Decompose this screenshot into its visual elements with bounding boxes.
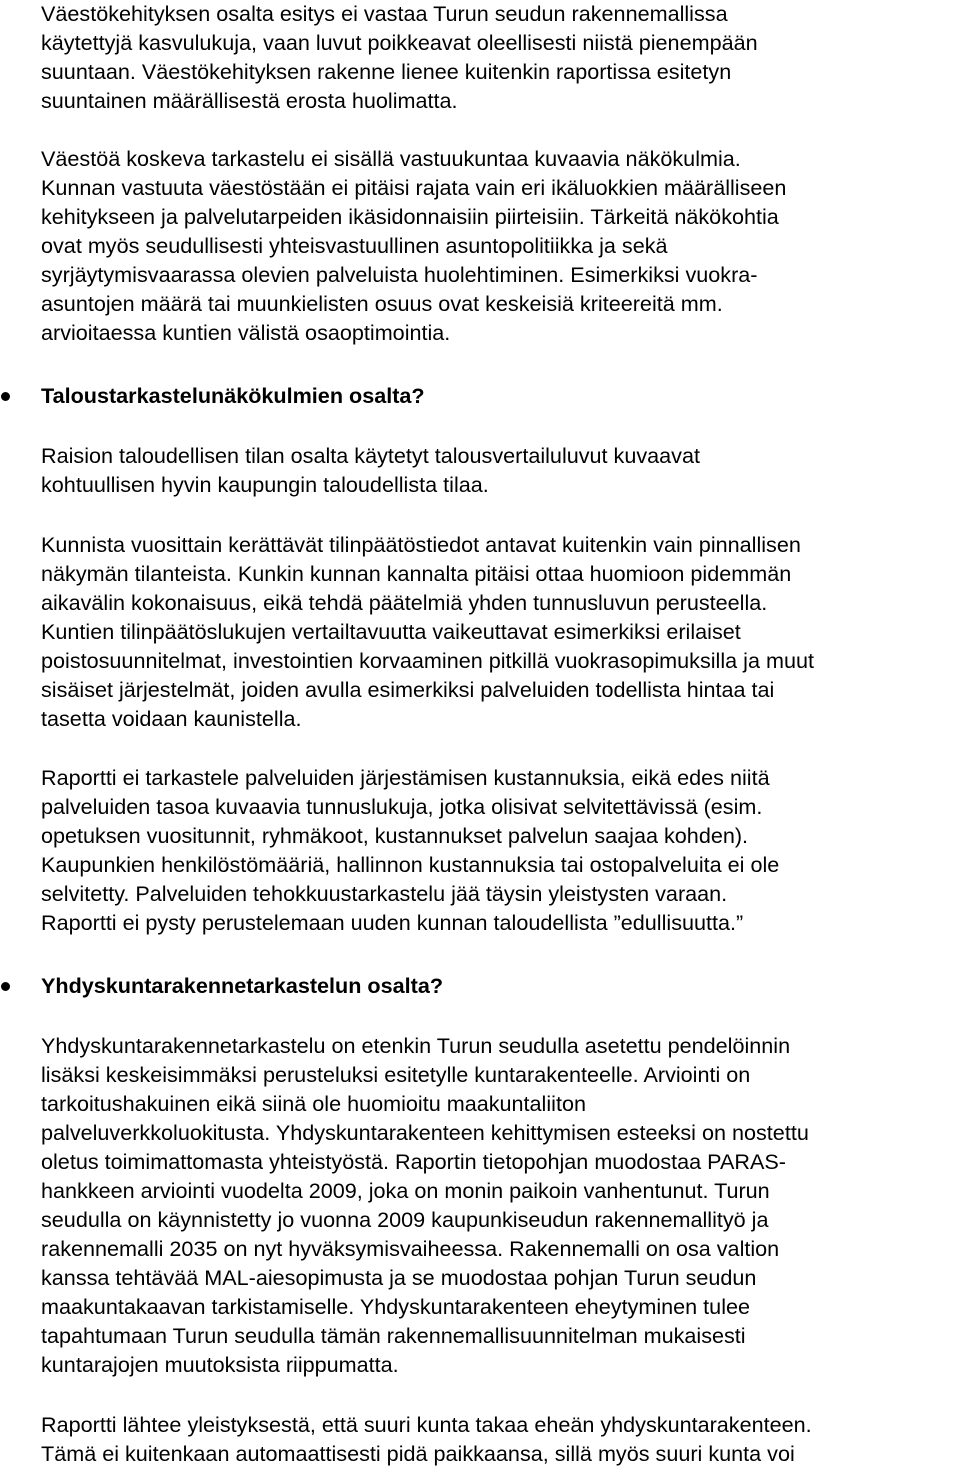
text-line: kehitykseen ja palvelutarpeiden ikäsidonnaisiin piirteisiin. Tärkeitä näkökohtia [41, 204, 779, 229]
text-line: palveluiden tasoa kuvaavia tunnuslukuja, jotka olisivat selvitettävissä (esim. [41, 794, 763, 819]
text-line: Raportti ei tarkastele palveluiden järjestämisen kustannuksia, eikä edes niitä [41, 765, 770, 790]
text-line: rakennemalli 2035 on nyt hyväksymisvaiheessa. Rakennemalli on osa valtion [41, 1236, 780, 1261]
text-line: Väestöä koskeva tarkastelu ei sisällä vastuukuntaa kuvaavia näkökulmia. [41, 146, 741, 171]
text-line: käytettyjä kasvulukuja, vaan luvut poikkeavat oleellisesti niistä pienempään [41, 30, 758, 55]
text-line: palveluverkkoluokitusta. Yhdyskuntarakenteen kehittymisen esteeksi on nostettu [41, 1120, 809, 1145]
text-line: sisäiset järjestelmät, joiden avulla esimerkiksi palveluiden todellista hintaa tai [41, 677, 775, 702]
text-line: Kunnista vuosittain kerättävät tilinpäätöstiedot antavat kuitenkin vain pinnallisen [41, 532, 801, 557]
text-line: Väestökehityksen osalta esitys ei vastaa Turun seudun rakennemallissa [41, 1, 728, 26]
text-line: syrjäytymisvaarassa olevien palveluista huolehtiminen. Esimerkiksi vuokra- [41, 262, 758, 287]
text-line: Yhdyskuntarakennetarkastelu on etenkin Turun seudulla asetettu pendelöinnin [41, 1033, 791, 1058]
text-line: seudulla on käynnistetty jo vuonna 2009 kaupunkiseudun rakennemallityö ja [41, 1207, 769, 1232]
text-line: näkymän tilanteista. Kunkin kunnan kannalta pitäisi ottaa huomioon pidemmän [41, 561, 792, 586]
text-line: lisäksi keskeisimmäksi perusteluksi esitetylle kuntarakenteelle. Arviointi on [41, 1062, 751, 1087]
text-line: Tämä ei kuitenkaan automaattisesti pidä paikkaansa, sillä myös suuri kunta voi [41, 1441, 795, 1466]
text-line: hankkeen arviointi vuodelta 2009, joka on monin paikoin vanhentunut. Turun [41, 1178, 770, 1203]
text-line: Raportti lähtee yleistyksestä, että suuri kunta takaa eheän yhdyskuntarakenteen. [41, 1412, 812, 1437]
text-line: suuntaan. Väestökehityksen rakenne lienee kuitenkin raportissa esitetyn [41, 59, 732, 84]
text-line: arvioitaessa kuntien välistä osaoptimointia. [41, 320, 451, 345]
text-line: kuntarajojen muutoksista riippumatta. [41, 1352, 399, 1377]
text-line: suuntainen määrällisestä erosta huolimatta. [41, 88, 458, 113]
text-line: aikavälin kokonaisuus, eikä tehdä päätelmiä yhden tunnusluvun perusteella. [41, 590, 768, 615]
text-line: Kaupunkien henkilöstömääriä, hallinnon kustannuksia tai ostopalveluita ei ole [41, 852, 780, 877]
text-line: asuntojen määrä tai muunkielisten osuus ovat keskeisiä kriteereitä mm. [41, 291, 723, 316]
text-line: poistosuunnitelmat, investointien korvaaminen pitkillä vuokrasopimuksilla ja muut [41, 648, 814, 673]
text-line: tasetta voidaan kaunistella. [41, 706, 302, 731]
text-line: maakuntakaavan tarkistamiselle. Yhdyskuntarakenteen eheytyminen tulee [41, 1294, 751, 1319]
bullet-icon [1, 982, 10, 991]
text-line: ovat myös seudullisesti yhteisvastuullinen asuntopolitiikka ja sekä [41, 233, 668, 258]
text-line: selvitetty. Palveluiden tehokkuustarkastelu jää täysin yleistysten varaan. [41, 881, 728, 906]
heading-text: Taloustarkastelunäkökulmien osalta? [41, 383, 425, 408]
text-line: Raportti ei pysty perustelemaan uuden kunnan taloudellista ”edullisuutta.” [41, 910, 744, 935]
text-line: kanssa tehtävää MAL-aiesopimusta ja se muodostaa pohjan Turun seudun [41, 1265, 757, 1290]
text-line: Raision taloudellisen tilan osalta käytetyt talousvertailuluvut kuvaavat [41, 443, 700, 468]
text-line: oletus toimimattomasta yhteistyöstä. Raportin tietopohjan muodostaa PARAS- [41, 1149, 786, 1174]
text-line: Kuntien tilinpäätöslukujen vertailtavuutta vaikeuttavat esimerkiksi erilaiset [41, 619, 741, 644]
text-line: opetuksen vuositunnit, ryhmäkoot, kustannukset palvelun saajaa kohden). [41, 823, 749, 848]
text-line: Kunnan vastuuta väestöstään ei pitäisi rajata vain eri ikäluokkien määrälliseen [41, 175, 787, 200]
text-line: tarkoitushakuinen eikä siinä ole huomioitu maakuntaliiton [41, 1091, 586, 1116]
bullet-icon [1, 392, 10, 401]
text-line: tapahtumaan Turun seudulla tämän rakennemallisuunnitelman mukaisesti [41, 1323, 746, 1348]
heading-text: Yhdyskuntarakennetarkastelun osalta? [41, 973, 444, 998]
text-line: kohtuullisen hyvin kaupungin taloudellista tilaa. [41, 472, 489, 497]
